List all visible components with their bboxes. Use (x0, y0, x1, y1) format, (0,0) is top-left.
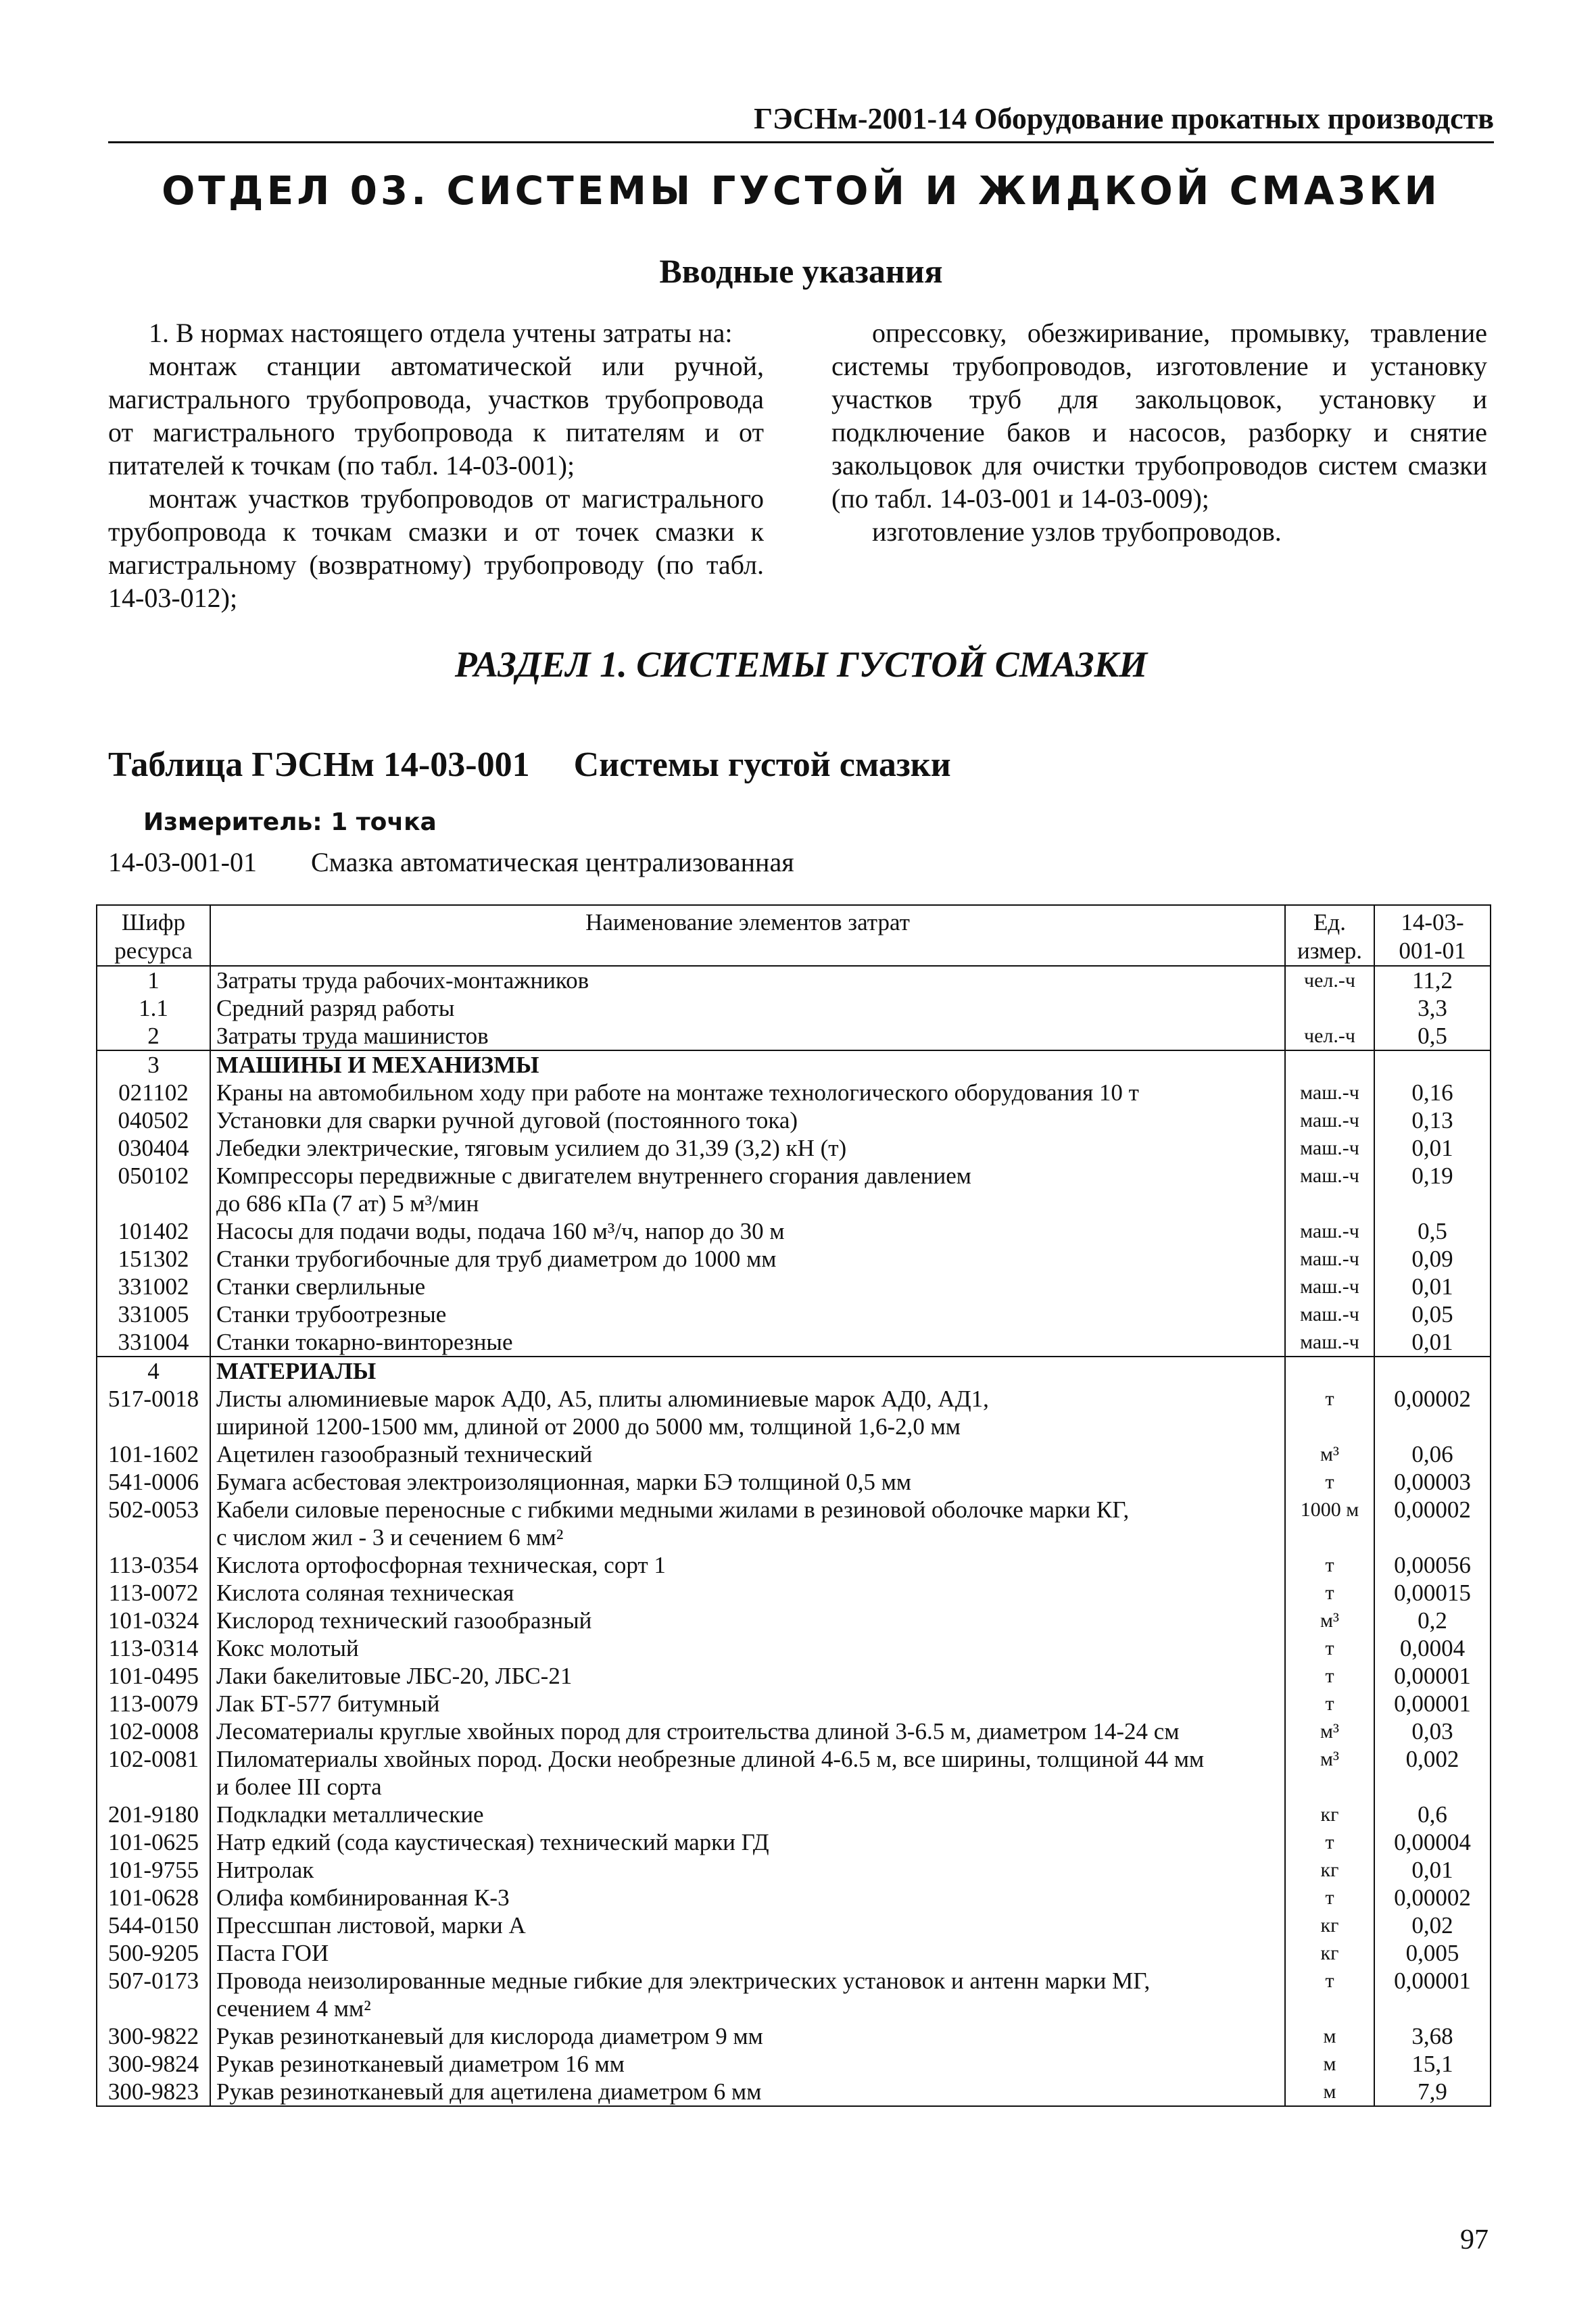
resource-value: 0,00002 (1374, 1884, 1491, 1911)
resource-value: 0,13 (1374, 1106, 1491, 1134)
resource-value: 0,01 (1374, 1856, 1491, 1884)
resource-name (210, 1328, 1285, 1357)
table-row (97, 1911, 1491, 1939)
resource-value (1374, 1357, 1491, 1385)
resource-name-line: Станки трубогибочные для труб диаметром до 1000 мм (216, 1246, 777, 1272)
intro-right-column (831, 316, 1487, 548)
table-row (97, 1801, 1491, 1828)
resource-unit: т (1285, 1690, 1374, 1717)
resource-code: 331004 (97, 1328, 210, 1357)
table-row (97, 1468, 1491, 1496)
resource-name-line: Натр едкий (сода каустическая) технический марки ГД (216, 1829, 769, 1855)
resource-unit: кг (1285, 1939, 1374, 1967)
resource-name (210, 1801, 1285, 1828)
resource-unit: т (1285, 1468, 1374, 1496)
resource-code: 201-9180 (97, 1801, 210, 1828)
table-row (97, 1884, 1491, 1911)
intro-paragraph: монтаж участков трубопроводов от магистрального трубопровода к точкам смазки и от точек смазки к магистральному (возвратному) трубопроводу (по табл. 14-03-012); (108, 483, 764, 613)
resource-unit: м³ (1285, 1607, 1374, 1634)
resource-name (210, 966, 1285, 994)
table-row (97, 1050, 1491, 1079)
resource-code: 1.1 (97, 994, 210, 1022)
resource-code: 300-9823 (97, 2078, 210, 2106)
norm-code: 14-03-001-01 (108, 847, 257, 877)
resource-name-line: Лак БТ-577 битумный (216, 1690, 440, 1717)
resource-value: 3,3 (1374, 994, 1491, 1022)
resource-unit: м (1285, 2078, 1374, 2106)
resource-name-line: Лебедки электрические, тяговым усилием до 31,39 (3,2) кН (т) (216, 1135, 847, 1161)
table-row (97, 1357, 1491, 1385)
resource-name-line: Затраты труда рабочих-монтажников (216, 967, 589, 994)
resource-code: 4 (97, 1357, 210, 1385)
resource-code: 101-0495 (97, 1662, 210, 1690)
resource-unit: т (1285, 1967, 1374, 2022)
table-row (97, 1634, 1491, 1662)
resource-value: 0,005 (1374, 1939, 1491, 1967)
resource-name-line: Кислород технический газообразный (216, 1607, 592, 1634)
resource-value (1374, 1050, 1491, 1079)
resource-code: 101-0324 (97, 1607, 210, 1634)
resource-name-line: Станки токарно-винторезные (216, 1329, 513, 1355)
resource-name (210, 1385, 1285, 1440)
resource-unit: маш.-ч (1285, 1245, 1374, 1273)
intro-left-column (108, 316, 764, 614)
table-row (97, 1273, 1491, 1300)
resource-code: 331005 (97, 1300, 210, 1328)
resource-code: 113-0314 (97, 1634, 210, 1662)
table-row (97, 2050, 1491, 2078)
resource-unit (1285, 1357, 1374, 1385)
resource-name (210, 1357, 1285, 1385)
resource-name-line: Насосы для подачи воды, подача 160 м³/ч, напор до 30 м (216, 1218, 785, 1244)
resource-value: 0,6 (1374, 1801, 1491, 1828)
norms-table (96, 904, 1491, 2107)
meter: Измеритель: 1 точка (143, 808, 437, 836)
resource-code: 113-0079 (97, 1690, 210, 1717)
table-row (97, 1662, 1491, 1690)
section-title: ОТДЕЛ 03. СИСТЕМЫ ГУСТОЙ И ЖИДКОЙ СМАЗКИ (162, 168, 1441, 214)
resource-value: 0,5 (1374, 1217, 1491, 1245)
resource-value: 0,00001 (1374, 1967, 1491, 2022)
resource-name (210, 1939, 1285, 1967)
resource-unit: т (1285, 1385, 1374, 1440)
running-head: ГЭСНм-2001-14 Оборудование прокатных производств (108, 101, 1494, 143)
resource-name (210, 1022, 1285, 1050)
resource-unit: т (1285, 1634, 1374, 1662)
resource-unit: маш.-ч (1285, 1273, 1374, 1300)
table-row (97, 2022, 1491, 2050)
resource-name-line: Станки сверлильные (216, 1273, 426, 1300)
resource-code: 050102 (97, 1162, 210, 1217)
resource-name-line: Листы алюминиевые марок АД0, А5, плиты алюминиевые марок АД0, АД1, (216, 1386, 989, 1412)
resource-value: 11,2 (1374, 966, 1491, 994)
table-row (97, 1967, 1491, 2022)
resource-name (210, 1856, 1285, 1884)
resource-name (210, 1579, 1285, 1607)
table-row (97, 1022, 1491, 1050)
resource-value: 0,01 (1374, 1328, 1491, 1357)
table-row (97, 966, 1491, 994)
resource-code: 1 (97, 966, 210, 994)
resource-name (210, 1828, 1285, 1856)
resource-unit: кг (1285, 1856, 1374, 1884)
table-row (97, 1217, 1491, 1245)
resource-value: 15,1 (1374, 2050, 1491, 2078)
table-row (97, 1300, 1491, 1328)
resource-name (210, 1745, 1285, 1801)
resource-name (210, 1967, 1285, 2022)
table-row (97, 1245, 1491, 1273)
header-unit: Ед. измер. (1285, 905, 1374, 966)
resource-code: 101-0625 (97, 1828, 210, 1856)
table-row (97, 1385, 1491, 1440)
resource-code: 101-9755 (97, 1856, 210, 1884)
resource-name (210, 1634, 1285, 1662)
table-title: Таблица ГЭСНм 14-03-001 Системы густой смазки (108, 746, 951, 784)
resource-unit: кг (1285, 1801, 1374, 1828)
resource-name-line: Рукав резинотканевый для ацетилена диаметром 6 мм (216, 2078, 762, 2105)
resource-code: 113-0354 (97, 1551, 210, 1579)
resource-name-line: Пиломатериалы хвойных пород. Доски необрезные длиной 4-6.5 м, все ширины, толщиной 44 мм (216, 1746, 1205, 1772)
resource-code: 300-9822 (97, 2022, 210, 2050)
table-row (97, 1717, 1491, 1745)
resource-name-line: Кокс молотый (216, 1635, 359, 1661)
table-row (97, 1079, 1491, 1106)
resource-code: 151302 (97, 1245, 210, 1273)
resource-value: 0,00056 (1374, 1551, 1491, 1579)
resource-name (210, 1551, 1285, 1579)
resource-unit: м (1285, 2022, 1374, 2050)
resource-name (210, 1468, 1285, 1496)
norm-name: Смазка автоматическая централизованная (311, 847, 794, 877)
resource-value: 0,05 (1374, 1300, 1491, 1328)
resource-name-line: шириной 1200-1500 мм, длиной от 2000 до 5000 мм, толщиной 1,6-2,0 мм (216, 1413, 961, 1440)
resource-unit: чел.-ч (1285, 1022, 1374, 1050)
resource-value: 0,5 (1374, 1022, 1491, 1050)
resource-code: 102-0081 (97, 1745, 210, 1801)
resource-code: 040502 (97, 1106, 210, 1134)
resource-name (210, 1050, 1285, 1079)
resource-unit (1285, 994, 1374, 1022)
table-row (97, 1828, 1491, 1856)
resource-value: 0,19 (1374, 1162, 1491, 1217)
resource-code: 101402 (97, 1217, 210, 1245)
header-name: Наименование элементов затрат (210, 905, 1285, 966)
resource-name-line: Подкладки металлические (216, 1801, 484, 1828)
resource-code: 101-1602 (97, 1440, 210, 1468)
resource-code: 300-9824 (97, 2050, 210, 2078)
table-row (97, 1328, 1491, 1357)
resource-unit: маш.-ч (1285, 1106, 1374, 1134)
resource-code: 517-0018 (97, 1385, 210, 1440)
table-row (97, 2078, 1491, 2106)
resource-value: 0,00001 (1374, 1690, 1491, 1717)
table-row (97, 1745, 1491, 1801)
resource-name-line: Станки трубоотрезные (216, 1301, 447, 1327)
resource-code: 507-0173 (97, 1967, 210, 2022)
resource-unit: маш.-ч (1285, 1134, 1374, 1162)
resource-value: 0,00003 (1374, 1468, 1491, 1496)
resource-unit: т (1285, 1579, 1374, 1607)
resource-value: 0,01 (1374, 1273, 1491, 1300)
resource-unit: маш.-ч (1285, 1217, 1374, 1245)
resource-name-line: Ацетилен газообразный технический (216, 1441, 593, 1467)
resource-value: 0,00015 (1374, 1579, 1491, 1607)
resource-name (210, 1607, 1285, 1634)
resource-value: 0,00002 (1374, 1385, 1491, 1440)
resource-name-line: Рукав резинотканевый диаметром 16 мм (216, 2051, 625, 2077)
resource-name-line: Кабели силовые переносные с гибкими медными жилами в резиновой оболочке марки КГ, (216, 1496, 1130, 1523)
resource-name-line: с числом жил - 3 и сечением 6 мм² (216, 1524, 564, 1551)
razdel-title: РАЗДЕЛ 1. СИСТЕМЫ ГУСТОЙ СМАЗКИ (454, 644, 1148, 685)
resource-unit: 1000 м (1285, 1496, 1374, 1551)
resource-name-line: до 686 кПа (7 ат) 5 м³/мин (216, 1190, 479, 1217)
resource-code: 541-0006 (97, 1468, 210, 1496)
header-code: Шифр ресурса (97, 905, 210, 966)
resource-code: 2 (97, 1022, 210, 1050)
resource-name (210, 1662, 1285, 1690)
table-row (97, 1134, 1491, 1162)
resource-unit: чел.-ч (1285, 966, 1374, 994)
resource-name-line: Прессшпан листовой, марки А (216, 1912, 526, 1939)
resource-name-line: Кислота ортофосфорная техническая, сорт 1 (216, 1552, 666, 1578)
resource-code: 331002 (97, 1273, 210, 1300)
table-row (97, 1440, 1491, 1468)
resource-name (210, 2078, 1285, 2106)
page-number: 97 (1460, 2224, 1489, 2256)
resource-name (210, 1079, 1285, 1106)
resource-unit: маш.-ч (1285, 1300, 1374, 1328)
resource-name (210, 1690, 1285, 1717)
resource-unit (1285, 1050, 1374, 1079)
resource-name-line: Затраты труда машинистов (216, 1023, 489, 1049)
resource-value: 0,01 (1374, 1134, 1491, 1162)
table-row (97, 1551, 1491, 1579)
intro-paragraph: изготовление узлов трубопроводов. (872, 516, 1282, 547)
intro-heading: Вводные указания (659, 252, 943, 290)
resource-value: 0,03 (1374, 1717, 1491, 1745)
table-header-row (97, 905, 1491, 966)
table-row (97, 1939, 1491, 1967)
table-row (97, 1496, 1491, 1551)
resource-name-line: Компрессоры передвижные с двигателем внутреннего сгорания давлением (216, 1163, 971, 1189)
header-value: 14-03-001-01 (1374, 905, 1491, 966)
table-row (97, 1162, 1491, 1217)
resource-name (210, 1273, 1285, 1300)
resource-unit: м (1285, 2050, 1374, 2078)
resource-name-line: Рукав резинотканевый для кислорода диаметром 9 мм (216, 2023, 763, 2049)
resource-name-line: Паста ГОИ (216, 1940, 329, 1966)
resource-unit: т (1285, 1884, 1374, 1911)
intro-paragraph: монтаж станции автоматической или ручной, магистрального трубопровода, участков трубопровода от магистрального трубопровода к питателям и от питателей к точкам (по табл. 14-03-001); (108, 351, 764, 481)
intro-paragraph: 1. В нормах настоящего отдела учтены затраты на: (149, 318, 733, 348)
resource-name-line: Олифа комбинированная К-3 (216, 1884, 510, 1911)
table-row (97, 1607, 1491, 1634)
resource-name (210, 1106, 1285, 1134)
resource-value: 0,00001 (1374, 1662, 1491, 1690)
resource-value: 3,68 (1374, 2022, 1491, 2050)
table-row (97, 1106, 1491, 1134)
resource-name (210, 1717, 1285, 1745)
resource-name (210, 1496, 1285, 1551)
resource-unit: м³ (1285, 1717, 1374, 1745)
resource-value: 0,00004 (1374, 1828, 1491, 1856)
resource-name-line: Нитролак (216, 1857, 314, 1883)
resource-name (210, 1134, 1285, 1162)
resource-code: 113-0072 (97, 1579, 210, 1607)
resource-unit: т (1285, 1662, 1374, 1690)
resource-name-line: Бумага асбестовая электроизоляционная, марки БЭ толщиной 0,5 мм (216, 1469, 911, 1495)
resource-unit: маш.-ч (1285, 1079, 1374, 1106)
resource-code: 021102 (97, 1079, 210, 1106)
resource-code: 030404 (97, 1134, 210, 1162)
resource-name-line: МАШИНЫ И МЕХАНИЗМЫ (216, 1052, 539, 1078)
resource-code: 3 (97, 1050, 210, 1079)
resource-value: 0,002 (1374, 1745, 1491, 1801)
table-row (97, 994, 1491, 1022)
resource-value: 0,06 (1374, 1440, 1491, 1468)
table-row (97, 1690, 1491, 1717)
resource-unit: кг (1285, 1911, 1374, 1939)
resource-name (210, 1884, 1285, 1911)
resource-name-line: Краны на автомобильном ходу при работе на монтаже технологического оборудования 10 т (216, 1079, 1139, 1106)
resource-name-line: и более III сорта (216, 1774, 382, 1800)
resource-name (210, 1440, 1285, 1468)
resource-name (210, 1162, 1285, 1217)
resource-name-line: сечением 4 мм² (216, 1995, 371, 2022)
resource-unit: т (1285, 1551, 1374, 1579)
resource-value: 0,16 (1374, 1079, 1491, 1106)
resource-name-line: Установки для сварки ручной дуговой (постоянного тока) (216, 1107, 798, 1134)
resource-code: 102-0008 (97, 1717, 210, 1745)
resource-name (210, 1245, 1285, 1273)
resource-name-line: МАТЕРИАЛЫ (216, 1358, 377, 1384)
resource-name (210, 2022, 1285, 2050)
resource-code: 500-9205 (97, 1939, 210, 1967)
resource-unit: т (1285, 1828, 1374, 1856)
resource-code: 502-0053 (97, 1496, 210, 1551)
resource-unit: м³ (1285, 1440, 1374, 1468)
resource-unit: м³ (1285, 1745, 1374, 1801)
resource-name-line: Средний разряд работы (216, 995, 455, 1021)
resource-value: 7,9 (1374, 2078, 1491, 2106)
table-row (97, 1856, 1491, 1884)
resource-name (210, 1217, 1285, 1245)
intro-paragraph: опрессовку, обезжиривание, промывку, травление системы трубопроводов, изготовление и установку участков труб для закольцовок, установку и подключение баков и насосов, разборку и снятие закольцовок для очистки трубопроводов систем смазки (по табл. 14-03-001 и 14-03-009); (831, 318, 1487, 514)
resource-code: 101-0628 (97, 1884, 210, 1911)
resource-unit: маш.-ч (1285, 1328, 1374, 1357)
resource-name (210, 1911, 1285, 1939)
resource-value: 0,2 (1374, 1607, 1491, 1634)
resource-value: 0,09 (1374, 1245, 1491, 1273)
resource-name-line: Кислота соляная техническая (216, 1580, 514, 1606)
resource-value: 0,00002 (1374, 1496, 1491, 1551)
table-row (97, 1579, 1491, 1607)
resource-value: 0,02 (1374, 1911, 1491, 1939)
resource-name (210, 2050, 1285, 2078)
resource-unit: маш.-ч (1285, 1162, 1374, 1217)
resource-name-line: Лесоматериалы круглые хвойных пород для строительства длиной 3-6.5 м, диаметром 14-24 см (216, 1718, 1180, 1745)
resource-code: 544-0150 (97, 1911, 210, 1939)
resource-name-line: Провода неизолированные медные гибкие для электрических установок и антенн марки МГ, (216, 1968, 1151, 1994)
resource-name-line: Лаки бакелитовые ЛБС-20, ЛБС-21 (216, 1663, 573, 1689)
norm-line (108, 846, 794, 878)
resource-name (210, 994, 1285, 1022)
resource-value: 0,0004 (1374, 1634, 1491, 1662)
resource-name (210, 1300, 1285, 1328)
